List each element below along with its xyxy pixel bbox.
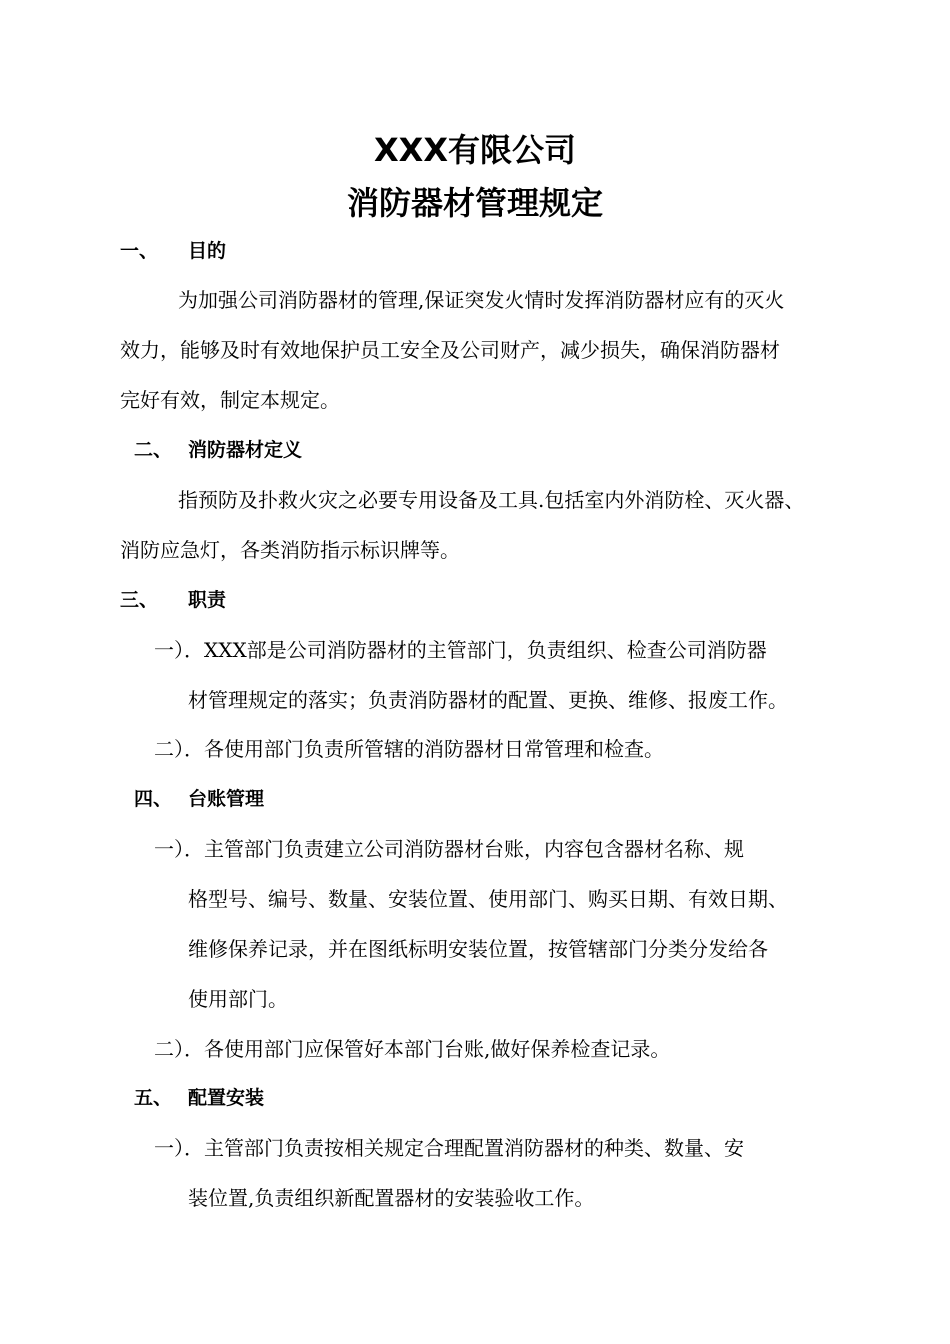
section-1-paragraph-line-3: 完好有效，制定本规定。	[120, 388, 340, 412]
section-1-number: 一、	[120, 240, 159, 262]
section-4-title: 台账管理	[188, 788, 265, 810]
company-title: XXX有限公司	[373, 131, 577, 169]
section-5-item-1-line-2: 装位置,负责组织新配置器材的安装验收工作。	[188, 1186, 595, 1210]
section-3-item-2-line-1: 二）．各使用部门负责所管辖的消防器材日常管理和检查。	[154, 737, 664, 761]
section-3-heading	[120, 586, 227, 614]
section-4-item-2-line-1: 二）．各使用部门应保管好本部门台账,做好保养检查记录。	[154, 1037, 671, 1061]
section-5-item-1-line-1: 一）．主管部门负责按相关规定合理配置消防器材的种类、数量、安	[154, 1136, 744, 1160]
section-1-paragraph-line-2: 效力，能够及时有效地保护员工安全及公司财产，减少损失，确保消防器材	[120, 338, 780, 362]
section-4-item-1-line-1: 一）．主管部门负责建立公司消防器材台账，内容包含器材名称、规	[154, 837, 744, 861]
section-4-number: 四、	[134, 788, 173, 810]
section-5-heading	[134, 1084, 265, 1112]
section-4-item-1-line-4: 使用部门。	[188, 987, 288, 1011]
section-1-title: 目的	[188, 240, 227, 262]
section-2-number: 二、	[134, 439, 173, 461]
section-2-paragraph-line-2: 消防应急灯，各类消防指示标识牌等。	[120, 538, 460, 562]
section-5-title: 配置安装	[188, 1087, 265, 1109]
section-2-title: 消防器材定义	[188, 439, 303, 461]
section-4-item-1-line-2: 格型号、编号、数量、安装位置、使用部门、购买日期、有效日期、	[188, 887, 788, 911]
section-2-paragraph-line-1: 指预防及扑救火灾之必要专用设备及工具.包括室内外消防栓、灭火器、	[178, 488, 805, 512]
section-1-paragraph-line-1: 为加强公司消防器材的管理,保证突发火情时发挥消防器材应有的灭火	[178, 288, 785, 312]
section-2-heading	[134, 436, 303, 464]
section-3-item-1-line-2: 材管理规定的落实；负责消防器材的配置、更换、维修、报废工作。	[188, 688, 788, 712]
section-4-item-1-line-3: 维修保养记录，并在图纸标明安装位置，按管辖部门分类分发给各	[188, 937, 768, 961]
section-3-title: 职责	[188, 589, 227, 611]
section-5-number: 五、	[134, 1087, 173, 1109]
section-3-number: 三、	[120, 589, 159, 611]
section-4-heading	[134, 785, 265, 813]
section-3-item-1-line-1: 一）．XXX部是公司消防器材的主管部门，负责组织、检查公司消防器	[154, 638, 767, 662]
document-title: 消防器材管理规定	[346, 184, 603, 222]
section-1-heading	[120, 237, 227, 265]
